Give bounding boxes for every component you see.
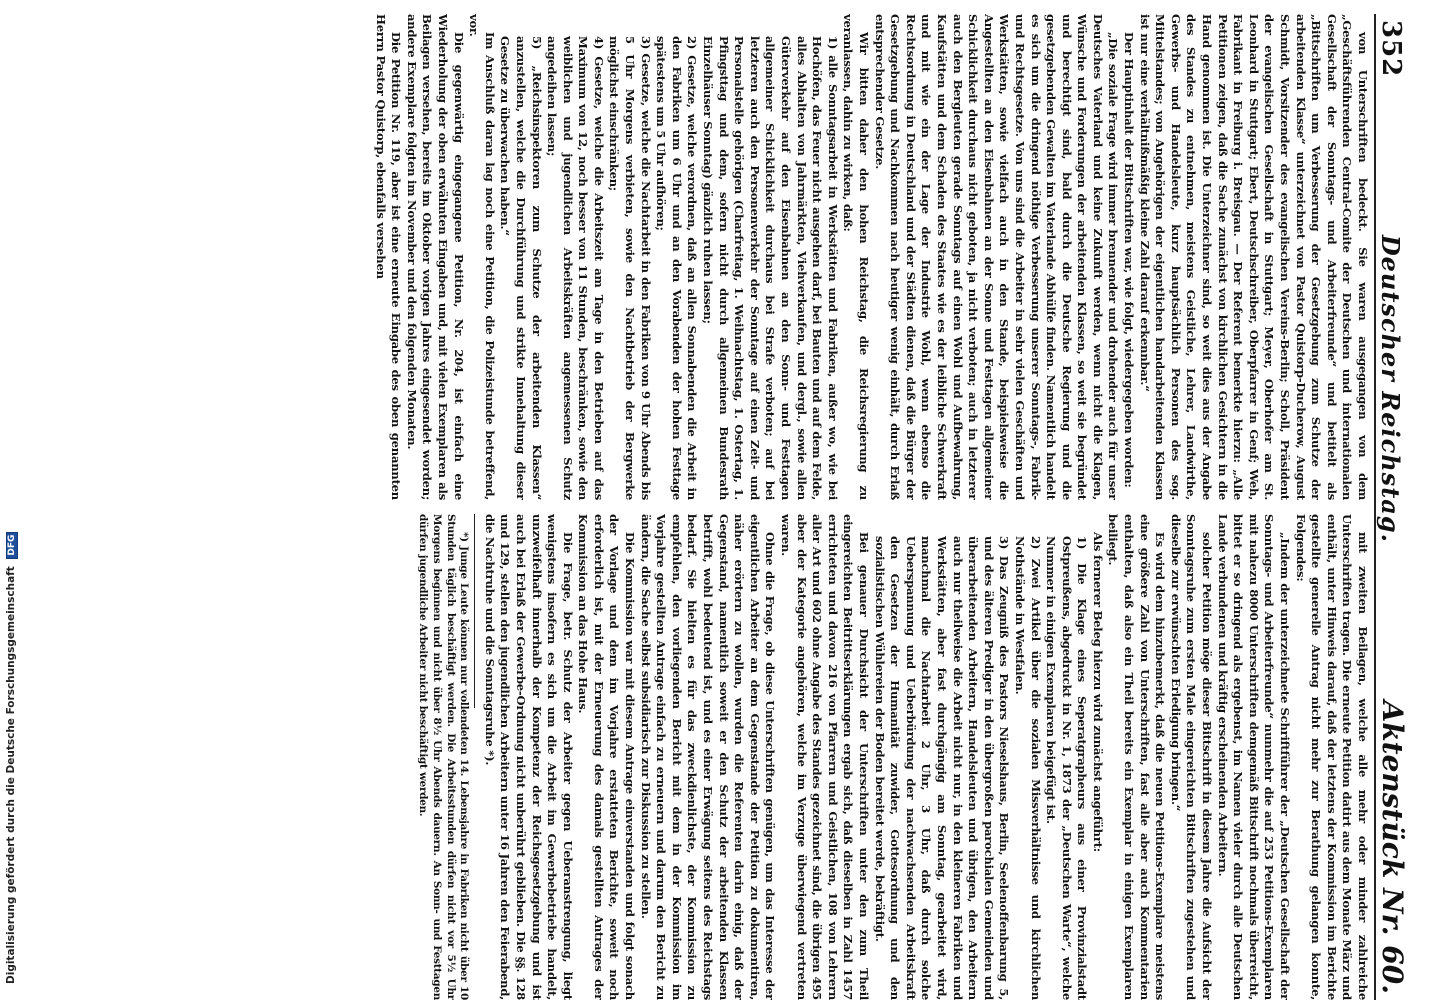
document-number: Aktenstück Nr. 60. <box>1376 700 1409 994</box>
list-item: 4) Gesetze, welche die Arbeitszeit am Tage in den Betrieben auf das Maximum von 12, noch besser von 11 Stunden, beschränken, sowie den weiblichen und jugendlichen Arbeitskräften angemessenen Schutz angedeihen lassen; <box>545 36 606 500</box>
list-item: 3) Das Zeugniß des Pastors Nieselshaus, Berlin, Seelenoffenbarung 5, und des älteren Prediger in den übergroßen parochialen Gemeinden und überarbeitenden Arbeitern, Handelsleuten und übrigen, den Arbeitern auch nur theilweise die Arbeit nicht nur, in den kleineren Fabriken und Werkstätten, aber fast durchgängig am Sonntag, gearbeitet wird, manchmal die Nachtarbeit 2 Uhr, 3 Uhr, daß durch solche Ueberspannung und Ueberbürdung der nachwachsenden Arbeitskraft den Gesetzen der Humanität zuwider, Gottesordnung und den sozialistischen Wühlereien der Boden bereitet werde, bekräftigt. <box>872 536 1012 1000</box>
text-columns <box>130 14 1370 1000</box>
paragraph: solcher Petition möge dieser Bittschrift in diesem Jahre die Aufsicht der Sonntagsruhe zum ersten Male eingereichten Bittschriften zugestehen und dieselbe zur erwünschten Erledigung bringen.“ <box>1168 514 1215 1000</box>
paragraph: von Unterschriften bedeckt. Sie waren ausgegangen von dem „Geschäftsführenden Central-Comite der Deutschen und internationalen Gesellschaft der Sonntags- und Arbeiterfreunde“ und betitelt als „Bittschriften um Verbesserung der Gesetzgebung zum Schutze der arbeitenden Klasse“ unterzeichnet von Pastor Quistorp-Ducherow, August Schmidt, Vorsitzender des evangelischen Vereins-Berlin; Scholl, Präsident der evangelischen Gesellschaft in Stuttgart; Meyer, Oberhofer am St. Leonhard in Stuttgart; Ebert, Deutschschreiber, Oberpfarrer in Genf; Weh, Fabrikant in Freiburg i. Breisgau. — Der Referent bemerkte hierzu: „Alle Petitionen zeigen, daß die Sache zunächst von kirchlichen Gesichtern in die Hand genommen ist. Die Unterzeichner sind, so weit dies aus der Angabe des Standes zu entnehmen, meistens Geistliche, Lehrer, Landwirthe, Gewerbs- und Handelsleute, kurz hauptsächlich Personen des sog. Mittelstandes; von Angehörigen der eigentlichen handarbeitenden Klassen ist nur eine verhältnißmäßig kleine Zahl darauf erkennbar.“ <box>1137 14 1370 500</box>
paragraph: Die gegenwärtig eingegangene Petition, Nr. 204, ist einfach eine Wiederholung der oben erwähnten Eingaben und, mit vielen Exemplaren als Beilagen versehen, bereits im Oktober vorigen Jahres eingesendet worden; andere Exemplare folgten im November und den folgenden Monaten. <box>404 14 466 500</box>
paragraph: Bei genauer Durchsicht der Unterschriften unter den zum Theil eingereichten Beitrittserklärungen ergab sich, daß dieselben in Zahl 1457 errichteten und davon 216 von Pfarrern und Geistlichen, 108 von Lehrern aller Art und 602 ohne Angabe des Standes gezeichnet sind, die übrigen 495 aber der Kategorie angehören, welche im Verzuge überwiegend vertreten waren. <box>779 514 871 1000</box>
paragraph: Als fernerer Beleg hierzu wird zunächst angeführt: <box>1090 532 1105 852</box>
paragraph: „Die soziale Frage wird immer brennender und drohender auch für unser Deutsches Vaterland und keine Zukunft werden, wenn nicht die Klagen, Wünsche und Forderungen der arbeitenden Klassen, so weit sie begründet und berechtigt sind, bald durch die Deutsche Regierung und die gesetzgebenden Gewalten im Vaterlande Abhülfe finden. Namentlich handelt es sich um die dringend nöthige Verbesserung unserer Sonntags-, Fabrik- und Rechtsgesetze. Von uns sind die Arbeiter in sehr vielen Geschäften und Werkstätten, sowie vielfach auch in den Stande, beispielsweise die Angestellten an den Eisenbahnen an der Sonne und Festtagen allgemeiner Schicklichkeit durchaus nicht geboten, ja nicht verboten; auch in letzterer auch den Bergleuten gerade Sonntags auf einen Wohl und Aufbewahrung, Kaufstätten und dem Schaden des Staates wie es der leibliche Schwerkraft und mit wie ein der Lage der Industrie Wohl, wenn ebenso die Rechtsordnung in Deutschland und der Städten dienen, daß die Bürger der Gesetzgebung und Nachkommen nach heutiger wenig einhält, durch Erlaß entsprechender Gesetze. <box>872 14 1121 500</box>
column-right <box>130 514 1370 1000</box>
list-item: 2) Gesetze, welche verordnen, daß an allen Sonnabenden die Arbeit in den Fabriken um 6 Uhr und an den Vorabenden der hohen Festtage spätestens um 5 Uhr aufhören; <box>654 36 700 500</box>
paragraph: Der Hauptinhalt der Bittschriften war, wie folgt, wiedergegeben worden: <box>1122 32 1137 488</box>
paragraph: Die Petition Nr. 119, aber ist eine erneute Eingabe des oben genannten Herrn Pastor Quistorp, ebenfalls versehen <box>373 14 404 500</box>
column-left <box>130 14 1370 500</box>
paragraph: Die Kommission war mit diesem Antrage einverstanden und folgt sonach der Vorlage und dem im Vorjahre erstatteten Berichte, soweit noch erforderlich ist, mit der Erneuerung des damals gestellten Antrages der Kommission an das Hohe Haus. <box>576 514 638 1000</box>
list-item: 1) alle Sonntagsarbeit in Werkstätten und Fabriken, außer wo, wie bei Hochöfen, das Feuer nicht ausgehen darf, bei Bauten und auf dem Felde, alles Abhalten von Jahrmärkten, Viehverkaufen, und dergl., sowie allen Güterverkehr auf den Eisenbahnen an den Sonn- und Festtagen allgemeiner Schicklichkeit durchaus bei Strafe verboten; auf bei letzteren auch den Personenverkehr der Sonntage auf einen Zeit- und Personalstelle gehörigen (Charfreitag, 1. Weihnachtstag, 1. Ostertag, 1. Pfingsttag und dem, sofern nicht durch allgemeinen Bundesrath Einzelhäuser Sonntag) gänzlich ruhen lassen; <box>701 36 840 500</box>
dfg-logo-icon: DFG <box>6 532 18 559</box>
list-item: 5) „Reichsinspektoren zum Schutze der arbeitenden Klassen“ anzustellen, welche die Durchführung und strikte Innehaltung dieser Gesetze zu überwachen haben.“ <box>498 36 544 500</box>
paragraph: „Indem der unterzeichnete Schriftführer der „Deutschen Gesellschaft der Sonntags- und Arbeiterfreunde“ nunmehr die auf 253 Petitions-Exemplaren mit nahezu 8000 Unterschriften demgemäß Bittschrift nochmals überreicht, bittet er so dringend als ergebenst, im Namen vieler durch alle Deutschen Lande verbundenen und kräftig erscheinenden Arbeitern. <box>1215 514 1293 1000</box>
paragraph: Ohne die Frage, ob diese Unterschriften genügen, um das Interesse der eigentlichen Arbeiter an dem Gegenstande der Petition zu dokumentiren, näher erörtern zu wollen, wurden die Referenten darin einig, daß der Gegenstand, namentlich soweit er den Schutz der arbeitenden Klassen betrifft, wohl bedeutend ist, und es einer Erwägung seitens des Reichstags bedarf. Sie hielten es für das zweckdienlichste, der Kommission zu empfehlen, den vorliegenden Bericht mit dem in der Kommission im Vorjahre gestellten Antrage einfach zu erneuern und darum den Bericht zu ändern, die Sache selbst subsidiarisch zur Diskussion zu stellen. <box>638 514 778 1000</box>
paragraph: Wir bitten daher den hohen Reichstag, die Reichsregierung zu veranlassen, dahin zu wirken, daß: <box>841 14 871 500</box>
scanned-page <box>116 14 1416 1000</box>
paragraph: Im Anschluß daran lag noch eine Petition, die Polizeistunde betreffend, vor. <box>467 14 497 500</box>
running-title: Deutscher Reichstag. <box>1376 234 1405 543</box>
list-item: 2) Zwei Artikel über die sozialen Missverhältnisse und kirchlichen Nothstände in Westfalen. <box>1012 536 1043 1000</box>
paragraph: mit zweiten Beilagen, welche alle mehr oder minder zahlreiche Unterschriften tragen. Die erneute Petition datirt aus dem Monate März und enthält, unter Hinweis darauf, daß der letztens der Kommission im Berichte gestellte generelle Antrag nicht mehr zur Berathung gelangen konnte, Folgendes: <box>1293 514 1370 1000</box>
page-header <box>1374 14 1416 1000</box>
list-item: 1) Die Klage eines Seperatgrapheurs aus einer Provinzialstadt Ostpreußens, abgedruckt in Nr. 1, 1873 der „Deutschen Warte“, welche Nummer in einigen Exemplaren beigefügt ist. <box>1044 536 1090 1000</box>
digitization-credit <box>4 424 18 984</box>
footnote-divider <box>474 514 475 708</box>
paragraph: Es wird dem hinzubemerkt, daß die neuen Petitions-Exemplare meistens eine größere Zahl von Unterschriften, fast alle aber auch Kommentarien enthalten, daß also ein Theil bereits ein Exemplar in einigen Exemplaren beiliegt. <box>1106 514 1168 1000</box>
footnote: *) Junge Leute können nur vollendeten 14. Lebensjahre in Fabriken nicht über 10 Stunden täglich beschäftigt werden. Die Arbeitsstunden dürfen nicht vor 5½ Uhr Morgens beginnen und nicht über 8½ Uhr Abends dauern. An Sonn- und Festtagen dürfen jugendliche Arbeiter nicht beschäftigt werden. <box>417 514 471 1000</box>
paragraph: Die Frage, betr. Schutz der Arbeiter gegen Ueberanstrengung, liegt wenigstens insofern es sich um die Arbeit im Gewerbebetriebe handelt, unzweifelhaft innerhalb der Kompetenz der Reichsgesetzgebung und ist auch bei Erlaß der Gewerbe-Ordnung nicht unberührt geblieben. Die §§. 128 und 129, stellen den jugendlichen Arbeitern unter 16 Jahren den Feierabend, die Nachtruhe und die Sonntagsruhe *). <box>482 514 575 1000</box>
credit-line <box>5 532 18 984</box>
list-item: 3) Gesetze, welche die Nachtarbeit in den Fabriken von 9 Uhr Abends bis 5 Uhr Morgens verbieten, sowie den Nachtbetrieb der Bergwerke möglichst einschränken; <box>607 36 653 500</box>
page-number: 352 <box>1376 20 1406 78</box>
credit-text: Digitalisierung gefördert durch die Deutsche Forschungsgemeinschaft <box>5 566 17 984</box>
